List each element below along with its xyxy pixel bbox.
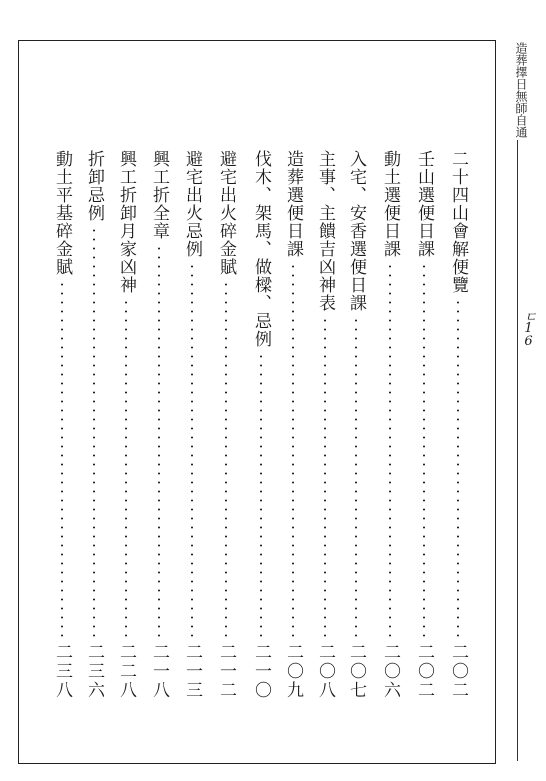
toc-entry[interactable] — [412, 150, 436, 700]
dot-leader — [158, 244, 160, 639]
dot-leader — [389, 262, 391, 639]
margin-rule — [517, 140, 518, 761]
dot-leader — [457, 298, 459, 639]
toc-entry-title: 造葬選便日課 — [283, 150, 303, 258]
running-head: 造葬擇日無師自通 — [514, 42, 528, 138]
dot-leader — [260, 352, 262, 639]
toc-entry-title: 折卸忌例 — [84, 150, 104, 222]
toc-entry-page: 二〇二 — [448, 643, 468, 700]
toc-entry[interactable] — [180, 150, 204, 700]
toc-entry-title: 動土平基碎金賦 — [52, 150, 72, 276]
toc-entry[interactable] — [50, 150, 74, 700]
toc-entry[interactable] — [378, 150, 402, 700]
dot-leader — [225, 280, 227, 639]
toc-entry[interactable] — [114, 150, 138, 700]
toc-entry-title: 入宅、安香選便日課 — [346, 150, 366, 312]
toc-entry[interactable] — [446, 150, 470, 700]
toc-entry[interactable] — [281, 150, 305, 700]
dot-leader — [292, 262, 294, 639]
toc-entry-title: 興工折全章 — [149, 150, 169, 240]
toc-entry-page: 二三六 — [84, 643, 104, 700]
toc-entry-title: 主事、主饋吉凶神表 — [315, 150, 335, 312]
toc-entry-page: 二三八 — [52, 643, 72, 700]
toc-entry-title: 伐木、架馬、做樑、忌例 — [251, 150, 271, 348]
toc-entry-page: 二〇二 — [414, 643, 434, 700]
toc-entry[interactable] — [249, 150, 273, 700]
toc-entry-title: 二十四山會解便覽 — [448, 150, 468, 294]
dot-leader — [93, 226, 95, 639]
toc-entry-page: 二一三 — [182, 643, 202, 700]
toc-entry-page: 二一〇 — [251, 643, 271, 700]
toc-entry[interactable] — [344, 150, 368, 700]
toc-entry-page: 二〇六 — [380, 643, 400, 700]
toc-entry-page: 二〇七 — [346, 643, 366, 700]
toc-entry-page: 二一八 — [149, 643, 169, 700]
toc-entry-page: 二一二 — [216, 643, 236, 700]
toc-entry-title: 壬山選便日課 — [414, 150, 434, 258]
toc-entry-page: 二〇八 — [315, 643, 335, 700]
dot-leader — [324, 316, 326, 639]
toc-entry-page: 二〇九 — [283, 643, 303, 700]
toc-entry[interactable] — [147, 150, 171, 700]
dot-leader — [125, 298, 127, 639]
toc-entry-title: 興工折卸月家凶神 — [116, 150, 136, 294]
dot-leader — [423, 262, 425, 639]
toc-entry-title: 動土選便日課 — [380, 150, 400, 258]
dot-leader — [355, 316, 357, 639]
dot-leader — [61, 280, 63, 639]
page-number: ㄷ16 — [521, 310, 536, 347]
toc-entry[interactable] — [214, 150, 238, 700]
dot-leader — [191, 262, 193, 639]
toc-entry-title: 避宅出火忌例 — [182, 150, 202, 258]
toc-entry-title: 避宅出火碎金賦 — [216, 150, 236, 276]
toc-entry[interactable] — [82, 150, 106, 700]
toc-entry-page: 二二八 — [116, 643, 136, 700]
toc-entry[interactable] — [313, 150, 337, 700]
